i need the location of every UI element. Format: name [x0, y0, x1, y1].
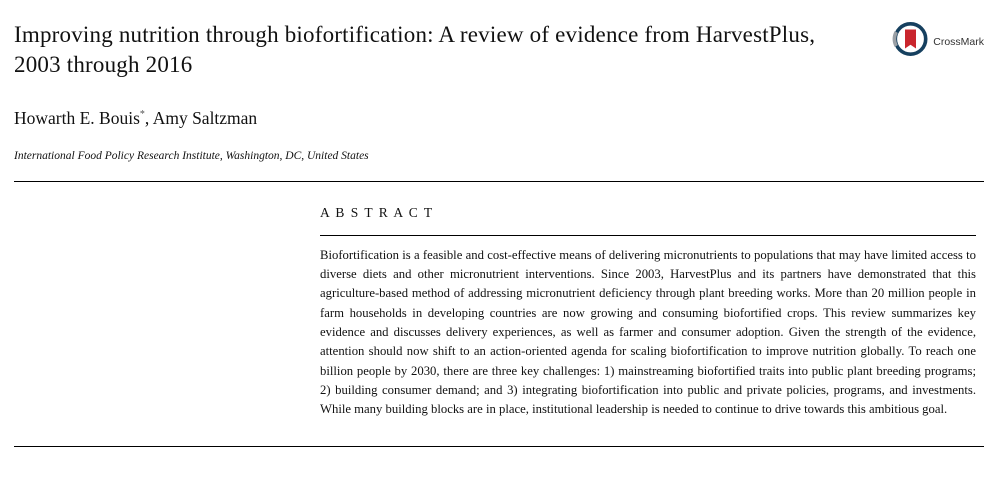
crossmark-icon: [891, 20, 929, 63]
abstract-section: [320, 204, 976, 420]
crossmark-badge[interactable]: [891, 20, 984, 63]
author-name-1: Howarth E. Bouis: [14, 107, 140, 128]
crossmark-label: CrossMark: [933, 35, 984, 48]
affiliation: International Food Policy Research Institute, Washington, DC, United States: [14, 149, 369, 162]
divider-top: [14, 181, 984, 182]
abstract-heading: A B S T R A C T: [320, 204, 434, 220]
corresponding-author-marker[interactable]: *: [139, 109, 145, 120]
abstract-divider: [320, 235, 976, 236]
paper-title: Improving nutrition through biofortification: A review of evidence from HarvestPlus, 2003 through 2016: [14, 22, 816, 77]
abstract-text: Biofortification is a feasible and cost-effective means of delivering micronutrients to populations that may have limited access to diverse diets and other micronutrient interventions. Since 2003, HarvestPlus and its partners have demonstrated that this agriculture-based method of addressing micronutrient deficiency through plant breeding works. More than 20 million people in farm households in developing countries are now growing and consuming biofortified crops. This review summarizes key evidence and discusses delivery experiences, as well as farmer and consumer adoption. Given the strength of the evidence, attention should now shift to an action-oriented agenda for scaling biofortification to improve nutrition globally. To reach one billion people by 2030, there are three key challenges: 1) mainstreaming biofortified traits into public plant breeding programs; 2) building consumer demand; and 3) integrating biofortification into public and private policies, programs, and investments. While many building blocks are in place, institutional leadership is needed to continue to drive towards this ambitious goal.: [320, 247, 976, 417]
title-row: [14, 0, 984, 80]
divider-bottom: [14, 446, 984, 447]
author-name-2: , Amy Saltzman: [144, 107, 258, 128]
author-line: [14, 104, 984, 129]
